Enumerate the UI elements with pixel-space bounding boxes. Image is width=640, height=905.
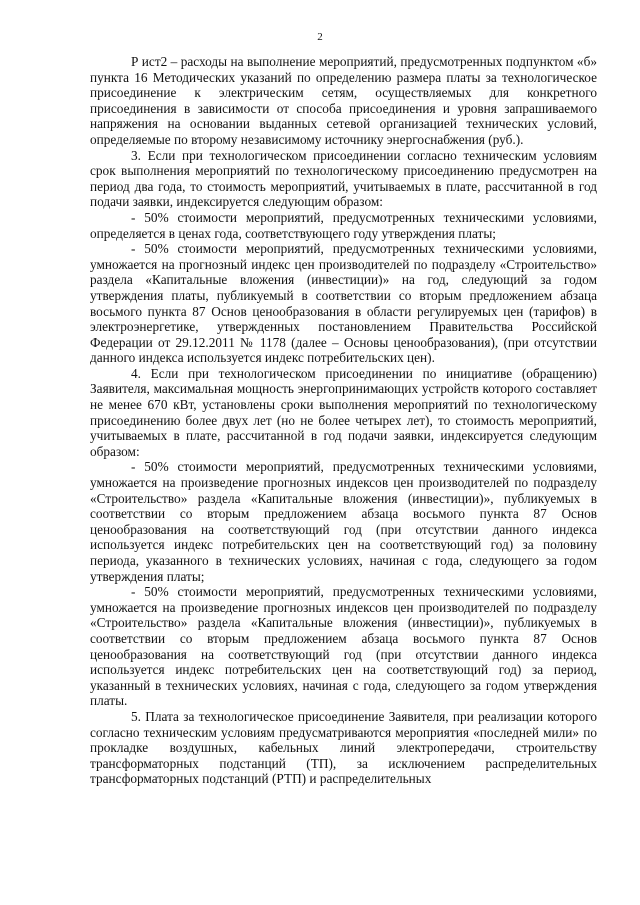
- paragraph-item-4-bullet-2: - 50% стоимости мероприятий, предусмотренных техническими условиями, умножается на произведение прогнозных индексов цен производителей по подразделу «Строительство» раздела «Капитальные вложения (инвестиции)», публикуемых в соответствии со вторым предложением абзаца восьмого пункта 87 Основ ценообразования на соответствующий год (при отсутствии данного индекса используется индекс потребительских цен на соответствующий год) за период, указанный в технических условиях, начиная с года, следующего за годом утверждения платы.: [90, 584, 597, 709]
- paragraph-item-3-bullet-2: - 50% стоимости мероприятий, предусмотренных техническими условиями, умножается на прогнозный индекс цен производителей по подразделу «Строительство» раздела «Капитальные вложения (инвестиции)» на год, следующий за годом утверждения платы, публикуемый в соответствии со вторым предложением абзаца восьмого пункта 87 Основ ценообразования в области регулируемых цен (тарифов) в электроэнергетике, утвержденных постановлением Правительства Российской Федерации от 29.12.2011 № 1178 (далее – Основы ценообразования), (при отсутствии данного индекса используется индекс потребительских цен).: [90, 241, 597, 366]
- document-body: [90, 54, 597, 787]
- paragraph-item-5: 5. Плата за технологическое присоединение Заявителя, при реализации которого согласно техническим условиям предусматриваются мероприятия «последней мили» по прокладке воздушных, кабельных линий электропередачи, строительству трансформаторных подстанций (ТП), за исключением распределительных трансформаторных подстанций (РТП) и распределительных: [90, 708, 597, 787]
- paragraph-item-4-bullet-1: - 50% стоимости мероприятий, предусмотренных техническими условиями, умножается на произведение прогнозных индексов цен производителей по подразделу «Строительство» раздела «Капитальные вложения (инвестиции)», публикуемых в соответствии со вторым предложением абзаца восьмого пункта 87 Основ ценообразования на соответствующий год (при отсутствии данного индекса используется индекс потребительских цен на соответствующий год) за половину периода, указанного в технических условиях, начиная с года, следующего за годом утверждения платы;: [90, 459, 597, 584]
- page-number: 2: [317, 31, 323, 43]
- paragraph-item-3: 3. Если при технологическом присоединении согласно техническим условиям срок выполнения мероприятий по технологическому присоединению предусмотрен на период два года, то стоимость мероприятий, учитываемых в плате, рассчитанной в год подачи заявки, индексируется следующим образом:: [90, 147, 597, 210]
- paragraph-item-3-bullet-1: - 50% стоимости мероприятий, предусмотренных техническими условиями, определяется в ценах года, соответствующего году утверждения платы;: [90, 209, 597, 241]
- paragraph-item-4: 4. Если при технологическом присоединении по инициативе (обращению) Заявителя, максимальная мощность энергопринимающих устройств которого составляет не менее 670 кВт, установлены сроки выполнения мероприятий по технологическому присоединению более двух лет (но не более четырех лет), то стоимость мероприятий, учитываемых в плате, рассчитанной в год подачи заявки, индексируется следующим образом:: [90, 365, 597, 459]
- paragraph-rist2-definition: Р ист2 – расходы на выполнение мероприятий, предусмотренных подпунктом «б» пункта 16 Методических указаний по определению размера платы за технологическое присоединение к электрическим сетям, осуществляемых для конкретного присоединения в зависимости от способа присоединения и уровня запрашиваемого напряжения на основании выданных сетевой организацией технических условий, определяемые по второму независимому источнику энергоснабжения (руб.).: [90, 54, 597, 147]
